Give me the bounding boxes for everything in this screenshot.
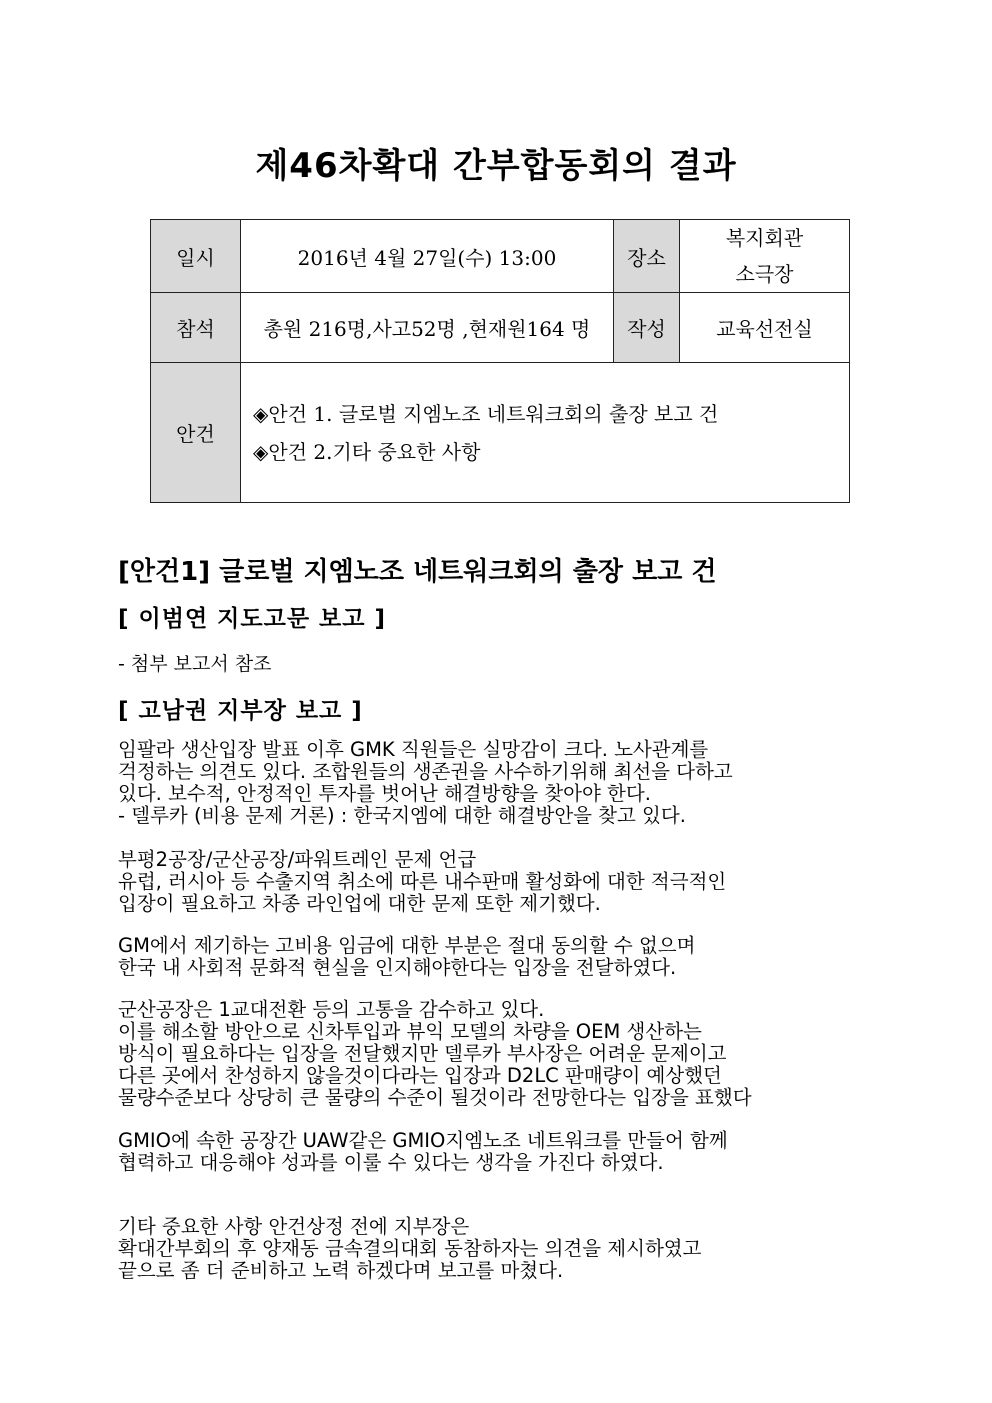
writer-label: 작성 bbox=[614, 293, 680, 363]
paragraph bbox=[118, 1130, 888, 1174]
agenda-label: 안건 bbox=[151, 363, 241, 503]
paragraph bbox=[118, 849, 888, 915]
attendance-value: 총원 216명,사고52명 ,현재원164 명 bbox=[241, 293, 614, 363]
agenda-list bbox=[241, 363, 850, 503]
paragraph-line: 확대간부회의 후 양재동 금속결의대회 동참하자는 의견을 제시하였고 bbox=[118, 1237, 702, 1260]
document-title: 제46차확대 간부합동회의 결과 bbox=[255, 146, 737, 186]
paragraph-line: 협력하고 대응해야 성과를 이룰 수 있다는 생각을 가진다 하였다. bbox=[118, 1151, 664, 1174]
paragraph-line: - 델루카 (비용 문제 거론) : 한국지엠에 대한 해결방안을 찾고 있다. bbox=[118, 804, 686, 827]
paragraph-line: GM에서 제기하는 고비용 임금에 대한 부분은 절대 동의할 수 없으며 bbox=[118, 934, 696, 957]
paragraph-line: 기타 중요한 사항 안건상정 전에 지부장은 bbox=[118, 1215, 470, 1238]
paragraph-line: 군산공장은 1교대전환 등의 고통을 감수하고 있다. bbox=[118, 998, 545, 1021]
paragraph-line: 한국 내 사회적 문화적 현실을 인지해야한다는 입장을 전달하였다. bbox=[118, 956, 677, 979]
paragraph-line: 입장이 필요하고 차종 라인업에 대한 문제 또한 제기했다. bbox=[118, 892, 601, 915]
attachment-reference: - 첨부 보고서 참조 bbox=[118, 653, 272, 675]
place-value bbox=[680, 220, 850, 293]
paragraph-line: 방식이 필요하다는 입장을 전달했지만 델루카 부사장은 어려운 문제이고 bbox=[118, 1042, 727, 1065]
paragraph-line: 걱정하는 의견도 있다. 조합원들의 생존권을 사수하기위해 최선을 다하고 bbox=[118, 760, 733, 783]
meeting-info-table bbox=[150, 219, 850, 503]
agenda-item: ◈안건 2.기타 중요한 사항 bbox=[253, 439, 481, 464]
paragraph-line: 다른 곳에서 찬성하지 않을것이다라는 입장과 D2LC 판매량이 예상했던 bbox=[118, 1064, 722, 1087]
paragraph-line: 끝으로 좀 더 준비하고 노력 하겠다며 보고를 마쳤다. bbox=[118, 1259, 564, 1282]
section-heading: [안건1] 글로벌 지엠노조 네트워크회의 출장 보고 건 bbox=[118, 557, 717, 587]
date-label: 일시 bbox=[151, 220, 241, 293]
paragraph bbox=[118, 935, 888, 979]
subsection-heading-chief: [ 고남권 지부장 보고 ] bbox=[118, 698, 363, 724]
paragraph-line: GMIO에 속한 공장간 UAW같은 GMIO지엠노조 네트워크를 만들어 함께 bbox=[118, 1129, 728, 1152]
paragraph bbox=[118, 999, 888, 1109]
subsection-heading-advisor: [ 이범연 지도고문 보고 ] bbox=[118, 606, 387, 632]
paragraph bbox=[118, 739, 888, 827]
attendance-label: 참석 bbox=[151, 293, 241, 363]
info-row-attendance bbox=[151, 293, 850, 363]
paragraph-line: 임팔라 생산입장 발표 이후 GMK 직원들은 실망감이 크다. 노사관계를 bbox=[118, 738, 709, 761]
paragraph-line: 부평2공장/군산공장/파워트레인 문제 언급 bbox=[118, 848, 477, 871]
place-line-1: 복지회관 bbox=[725, 226, 804, 250]
paragraph-line: 물량수준보다 상당히 큰 물량의 수준이 될것이라 전망한다는 입장을 표했다 bbox=[118, 1086, 752, 1109]
info-row-agenda bbox=[151, 363, 850, 503]
place-label: 장소 bbox=[614, 220, 680, 293]
place-line-2: 소극장 bbox=[735, 262, 794, 286]
agenda-item: ◈안건 1. 글로벌 지엠노조 네트워크회의 출장 보고 건 bbox=[253, 401, 719, 426]
paragraph-line: 유럽, 러시아 등 수출지역 취소에 따른 내수판매 활성화에 대한 적극적인 bbox=[118, 870, 727, 893]
paragraph-line: 이를 해소할 방안으로 신차투입과 뷰익 모델의 차량을 OEM 생산하는 bbox=[118, 1020, 702, 1043]
info-row-date bbox=[151, 220, 850, 293]
paragraph bbox=[118, 1216, 888, 1282]
date-value: 2016년 4월 27일(수) 13:00 bbox=[241, 220, 614, 293]
paragraph-line: 있다. 보수적, 안정적인 투자를 벗어난 해결방향을 찾아야 한다. bbox=[118, 782, 651, 805]
writer-value: 교육선전실 bbox=[680, 293, 850, 363]
